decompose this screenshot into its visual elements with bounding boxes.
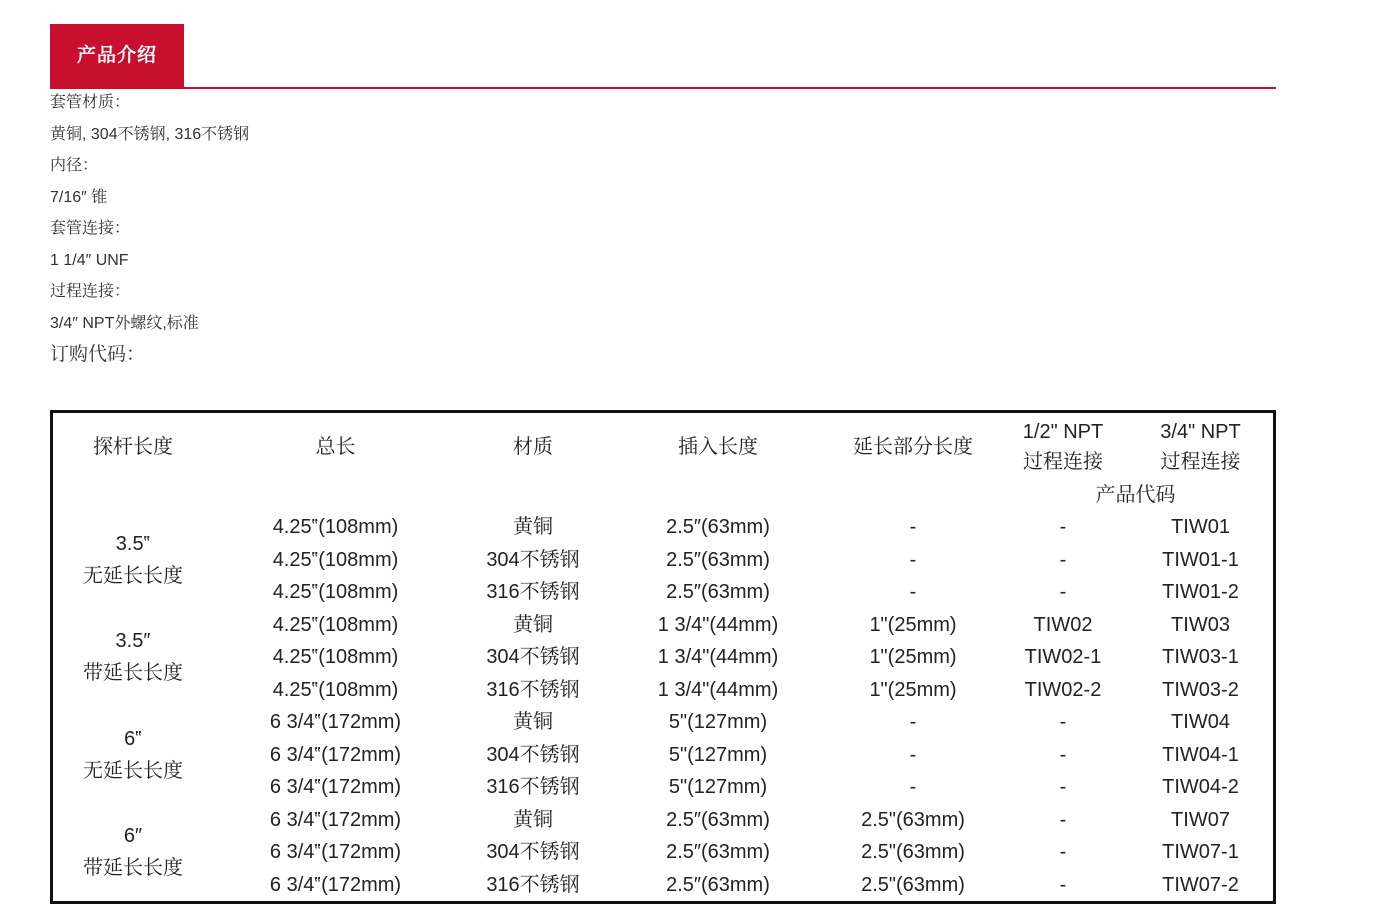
intro-line-sleeve-connection-value: 1 1/4″ UNF: [50, 251, 129, 269]
cell-extension-length: -: [909, 516, 917, 539]
cell-insertion-length: 1 3/4"(44mm): [657, 678, 779, 701]
probe-description: 带延长长度: [83, 857, 183, 880]
header-npt-three-quarter-label: 过程连接: [1160, 451, 1241, 473]
cell-code-three-quarter-npt: TIW04-2: [1162, 776, 1239, 799]
cell-overall-length: 6 3/4‟(172mm): [269, 776, 402, 799]
cell-insertion-length: 5"(127mm): [668, 743, 768, 766]
cell-overall-length: 4.25‟(108mm): [272, 581, 399, 604]
cell-overall-length: 4.25‟(108mm): [272, 646, 399, 669]
cell-code-three-quarter-npt: TIW01-2: [1162, 581, 1239, 604]
cell-extension-length: -: [909, 776, 917, 799]
intro-line-sleeve-material-label: 套管材质：: [50, 94, 131, 111]
header-npt-half-label: 过程连接: [1023, 451, 1103, 473]
table-header: [53, 415, 1273, 511]
table-row: [53, 771, 1273, 804]
cell-material: 316不锈钢: [486, 678, 580, 701]
cell-code-three-quarter-npt: TIW04: [1171, 711, 1230, 734]
cell-material: 316不锈钢: [486, 581, 580, 604]
header-npt-three-quarter-size: 3/4" NPT: [1160, 421, 1241, 443]
cell-extension-length: 2.5"(63mm): [861, 873, 965, 896]
intro-line-inner-diameter-value: 7/16″ 锥: [50, 188, 108, 206]
cell-code-half-npt: -: [1059, 873, 1067, 896]
cell-overall-length: 4.25‟(108mm): [272, 678, 399, 701]
cell-material: 304不锈钢: [486, 548, 580, 571]
cell-overall-length: 4.25‟(108mm): [272, 613, 399, 636]
probe-length-cell: [53, 511, 213, 609]
cell-overall-length: 6 3/4‟(172mm): [269, 711, 402, 734]
table-row: [53, 869, 1273, 902]
table-header-row: [53, 415, 1273, 479]
table-row: [53, 641, 1273, 674]
header-probe-length: 探杆长度: [93, 436, 173, 458]
probe-length-cell: [53, 804, 213, 902]
header-npt-half: [998, 415, 1128, 479]
cell-overall-length: 4.25‟(108mm): [272, 516, 399, 539]
cell-overall-length: 6 3/4‟(172mm): [269, 743, 402, 766]
cell-code-half-npt: -: [1059, 743, 1067, 766]
cell-overall-length: 6 3/4‟(172mm): [269, 841, 402, 864]
cell-code-half-npt: -: [1059, 776, 1067, 799]
probe-description: 无延长长度: [83, 564, 183, 587]
probe-size: 3.5‟: [115, 532, 151, 555]
cell-insertion-length: 2.5″(63mm): [666, 873, 770, 896]
cell-code-half-npt: TIW02-1: [1024, 646, 1102, 669]
cell-insertion-length: 2.5″(63mm): [666, 581, 770, 604]
cell-material: 316不锈钢: [486, 776, 580, 799]
intro-line-process-connection-label: 过程连接：: [50, 283, 131, 300]
table-row: [53, 804, 1273, 837]
cell-material: 黄铜: [513, 711, 553, 734]
cell-material: 316不锈钢: [486, 873, 580, 896]
cell-code-three-quarter-npt: TIW07: [1171, 808, 1230, 831]
cell-code-three-quarter-npt: TIW07-2: [1162, 873, 1239, 896]
cell-insertion-length: 2.5″(63mm): [666, 548, 770, 571]
product-code-header-row: [53, 479, 1273, 511]
cell-insertion-length: 2.5″(63mm): [666, 808, 770, 831]
table-body: [53, 511, 1273, 901]
cell-code-three-quarter-npt: TIW01: [1171, 516, 1230, 539]
intro-line-inner-diameter-label: 内径：: [50, 157, 99, 174]
cell-extension-length: -: [909, 743, 917, 766]
cell-material: 304不锈钢: [486, 841, 580, 864]
cell-extension-length: -: [909, 548, 917, 571]
cell-code-half-npt: TIW02-2: [1024, 678, 1102, 701]
probe-size: 3.5″: [115, 630, 151, 653]
order-code-label: 订购代码：: [50, 344, 146, 365]
cell-extension-length: -: [909, 581, 917, 604]
cell-extension-length: -: [909, 711, 917, 734]
probe-description: 无延长长度: [83, 759, 183, 782]
product-intro-tab[interactable]: 产品介绍: [50, 24, 184, 88]
cell-code-three-quarter-npt: TIW04-1: [1162, 743, 1239, 766]
cell-insertion-length: 5"(127mm): [668, 711, 768, 734]
cell-material: 黄铜: [513, 613, 553, 636]
cell-insertion-length: 5"(127mm): [668, 776, 768, 799]
product-intro-text: [50, 92, 249, 344]
cell-extension-length: 1"(25mm): [869, 613, 957, 636]
cell-material: 黄铜: [513, 808, 553, 831]
order-code-table: [53, 415, 1273, 901]
cell-overall-length: 4.25‟(108mm): [272, 548, 399, 571]
probe-length-cell: [53, 706, 213, 804]
cell-insertion-length: 2.5″(63mm): [666, 841, 770, 864]
intro-line-sleeve-connection-label: 套管连接：: [50, 220, 131, 237]
cell-insertion-length: 2.5″(63mm): [666, 516, 770, 539]
table-row: [53, 511, 1273, 544]
header-product-code: 产品代码: [1095, 484, 1176, 506]
probe-description: 带延长长度: [83, 662, 183, 685]
cell-extension-length: 1"(25mm): [869, 678, 957, 701]
cell-code-three-quarter-npt: TIW01-1: [1162, 548, 1239, 571]
table-row: [53, 609, 1273, 642]
cell-overall-length: 6 3/4‟(172mm): [269, 808, 402, 831]
cell-extension-length: 1"(25mm): [869, 646, 957, 669]
cell-code-half-npt: TIW02: [1033, 613, 1093, 636]
header-npt-half-size: 1/2" NPT: [1022, 421, 1104, 443]
header-insertion-length: 插入长度: [678, 436, 758, 458]
order-code-table-frame: [50, 410, 1276, 904]
probe-length-cell: [53, 609, 213, 707]
section-header: [50, 24, 1276, 89]
cell-code-half-npt: -: [1059, 841, 1067, 864]
cell-insertion-length: 1 3/4"(44mm): [657, 646, 779, 669]
table-row: [53, 739, 1273, 772]
table-row: [53, 674, 1273, 707]
table-row: [53, 836, 1273, 869]
header-npt-three-quarter: [1128, 415, 1273, 479]
probe-size: 6‟: [124, 727, 142, 750]
table-row: [53, 576, 1273, 609]
cell-code-three-quarter-npt: TIW03: [1171, 613, 1230, 636]
intro-line-process-connection-value: 3/4″ NPT外螺纹,标准: [50, 314, 199, 332]
cell-material: 304不锈钢: [486, 743, 580, 766]
cell-material: 304不锈钢: [486, 646, 580, 669]
cell-code-three-quarter-npt: TIW03-1: [1162, 646, 1239, 669]
cell-material: 黄铜: [513, 516, 553, 539]
cell-code-half-npt: -: [1059, 808, 1067, 831]
header-extension-length: 延长部分长度: [853, 436, 973, 458]
table-row: [53, 544, 1273, 577]
cell-code-half-npt: -: [1059, 516, 1067, 539]
table-row: [53, 706, 1273, 739]
header-material: 材质: [513, 436, 553, 458]
cell-extension-length: 2.5"(63mm): [861, 841, 965, 864]
cell-extension-length: 2.5"(63mm): [861, 808, 965, 831]
header-overall-length: 总长: [315, 436, 356, 458]
cell-code-half-npt: -: [1059, 711, 1067, 734]
intro-line-sleeve-material-value: 黄铜, 304不锈钢, 316不锈钢: [50, 125, 250, 143]
cell-code-half-npt: -: [1059, 548, 1067, 571]
probe-size: 6″: [123, 825, 143, 848]
cell-code-half-npt: -: [1059, 581, 1067, 604]
cell-insertion-length: 1 3/4"(44mm): [657, 613, 779, 636]
cell-code-three-quarter-npt: TIW03-2: [1162, 678, 1239, 701]
cell-code-three-quarter-npt: TIW07-1: [1162, 841, 1239, 864]
cell-overall-length: 6 3/4‟(172mm): [269, 873, 402, 896]
